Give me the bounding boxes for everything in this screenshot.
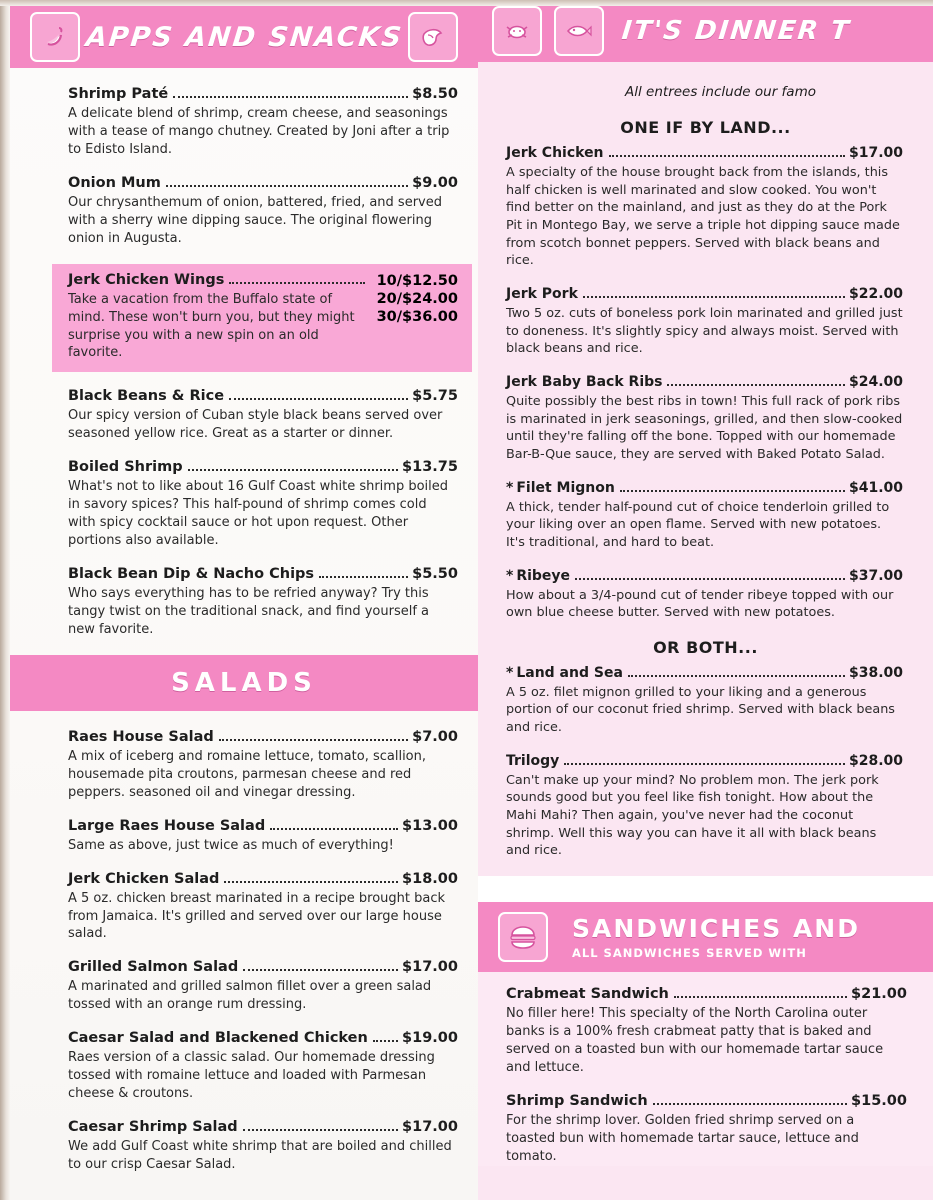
menu-item: [68, 959, 458, 1014]
menu-item: [68, 86, 458, 159]
item-price: $9.00: [412, 174, 458, 191]
item-name: Caesar Salad and Blackened Chicken: [68, 1030, 368, 1047]
leader-dots: [173, 95, 408, 98]
item-name: Black Beans & Rice: [68, 388, 225, 405]
item-price: $37.00: [848, 567, 903, 584]
menu-item: [506, 480, 903, 552]
menu-item: [68, 566, 458, 639]
menu-item: [68, 871, 458, 944]
item-name: Trilogy: [506, 752, 560, 769]
item-description: We add Gulf Coast white shrimp that are boiled and chilled to our crisp Caesar Salad.: [68, 1139, 452, 1172]
section-divider: [478, 876, 933, 902]
salads-items-list: [10, 711, 478, 1174]
menu-item-highlighted: [52, 264, 472, 373]
item-name: Shrimp Sandwich: [506, 1092, 648, 1109]
item-description: Quite possibly the best ribs in town! This full rack of pork ribs is marinated in jerk seasonings, grilled, and then slow-cooked until they're falling off the bone. Topped with our homemade Bar-B-Que sauce, they are served with Baked Potato Salad.: [506, 393, 903, 462]
menu-item: [68, 1119, 458, 1174]
apps-section-title: APPS AND SNACKS: [83, 21, 405, 53]
menu-item: [68, 175, 458, 248]
item-price: $38.00: [848, 664, 903, 681]
item-description: A thick, tender half-pound cut of choice tenderloin grilled to your liking over an open flame. Served with new potatoes. It's traditional, and hard to beat.: [506, 499, 890, 550]
menu-item: [506, 145, 903, 270]
item-name: Jerk Pork: [506, 285, 578, 302]
dinner-banner: [478, 0, 933, 62]
page-edge-shadow: [0, 0, 10, 1200]
item-price-tier-3: 30/$36.00: [376, 308, 458, 325]
item-description: How about a 3/4-pound cut of tender ribeye topped with our own blue cheese butter. Served with new potatoes.: [506, 587, 894, 621]
one-if-by-land-heading: ONE IF BY LAND...: [620, 118, 791, 137]
menu-item: [506, 753, 903, 860]
item-description: Our chrysanthemum of onion, battered, fried, and served with a sherry wine dipping sauce. The original flowering onion in Augusta.: [68, 194, 442, 246]
leader-dots: [575, 577, 845, 580]
item-description: Same as above, just twice as much of everything!: [68, 837, 394, 853]
leader-dots: [583, 295, 845, 298]
item-description: A specialty of the house brought back from the islands, this half chicken is well marinated and slow cooked. You won't find better on the mainland, and just as they do at the Pork Pit in Montego Bay, we serve a triple hot dipping sauce made from scotch bonnet peppers. Served with black beans and rice.: [506, 165, 900, 269]
item-price: $17.00: [402, 959, 458, 976]
item-description: For the shrimp lover. Golden fried shrimp served on a toasted bun with homemade tartar sauce, lettuce and tomato.: [506, 1112, 859, 1164]
leader-dots: [219, 738, 408, 741]
item-name: Large Raes House Salad: [68, 817, 266, 834]
item-name: Boiled Shrimp: [68, 459, 183, 476]
item-description: A delicate blend of shrimp, cream cheese, and seasonings with a tease of mango chutney. Created by Joni after a trip to Edisto Island.: [68, 106, 450, 157]
item-price: $24.00: [848, 373, 903, 390]
menu-item: [506, 1093, 907, 1166]
item-description: What's not to like about 16 Gulf Coast white shrimp boiled in savory spices? This half-pound of shrimp comes cold with spicy cocktail sauce or hot upon request. Other portions also available.: [68, 479, 449, 549]
item-description: A mix of iceberg and romaine lettuce, tomato, scallion, housemade pita croutons, parmesan cheese and red peppers. seasoned oil and vinegar dressing.: [68, 748, 427, 800]
item-description: A marinated and grilled salmon fillet over a green salad tossed with an orange rum dressing.: [68, 979, 432, 1013]
fish-icon: [554, 6, 604, 56]
leader-dots: [243, 968, 398, 971]
item-name: Jerk Chicken Wings: [68, 271, 225, 288]
burger-icon: [498, 912, 548, 962]
item-name: Shrimp Paté: [68, 86, 169, 102]
menu-item: [68, 1030, 458, 1103]
leader-dots: [373, 1039, 398, 1042]
item-name: Raes House Salad: [68, 728, 214, 745]
leader-dots: [620, 489, 845, 492]
item-price-tier-2: 20/$24.00: [376, 290, 458, 307]
leader-dots: [229, 281, 364, 284]
leader-dots: [564, 762, 845, 765]
left-column: [10, 6, 478, 1200]
menu-item: [506, 568, 903, 622]
asterisk-marker: *: [506, 664, 514, 681]
item-price: $28.00: [848, 752, 903, 769]
menu-item: [68, 459, 458, 550]
item-price: $7.00: [412, 728, 458, 745]
item-price: $13.75: [402, 459, 458, 476]
leader-dots: [224, 880, 398, 883]
menu-item: [68, 729, 458, 802]
leader-dots: [270, 827, 398, 830]
crab-icon: [492, 6, 542, 56]
apps-and-snacks-banner: [10, 6, 478, 68]
land-items-list: [478, 145, 933, 622]
leader-dots: [674, 995, 847, 998]
item-price: $5.50: [412, 566, 458, 582]
leader-dots: [319, 575, 408, 578]
menu-item: [506, 286, 903, 358]
item-description: A 5 oz. chicken breast marinated in a recipe brought back from Jamaica. It's grilled and served over our large house salad.: [68, 890, 445, 942]
entree-note: All entrees include our famo: [625, 84, 816, 100]
item-description: Who says everything has to be refried anyway? Try this tangy twist on the traditional snack, and find yourself a new favorite.: [68, 586, 430, 637]
leader-dots: [628, 674, 845, 677]
item-name: Ribeye: [516, 567, 571, 584]
page-top-edge: [0, 0, 933, 6]
item-price: $17.00: [848, 145, 903, 161]
asterisk-marker: *: [506, 567, 514, 584]
item-name: Jerk Chicken Salad: [68, 870, 220, 887]
item-description: Take a vacation from the Buffalo state of mind. These won't burn you, but they might surprise you with a new spin on an old favorite.: [68, 291, 355, 361]
right-column: [478, 0, 933, 1200]
item-price: $17.00: [402, 1119, 458, 1136]
item-description: Raes version of a classic salad. Our homemade dressing tossed with romaine lettuce and loaded with Parmesan cheese & croutons.: [68, 1050, 435, 1102]
item-price: $13.00: [402, 817, 458, 834]
item-price: $15.00: [851, 1092, 907, 1109]
leader-dots: [243, 1128, 398, 1131]
item-price-tier-1: 10/$12.50: [376, 272, 458, 289]
leader-dots: [609, 154, 845, 157]
item-name: Jerk Chicken: [506, 145, 604, 161]
or-both-heading: OR BOTH...: [653, 637, 758, 657]
item-name: Land and Sea: [516, 664, 623, 681]
sandwiches-banner: [478, 902, 933, 972]
item-price: $41.00: [848, 479, 903, 496]
item-description: Can't make up your mind? No problem mon. The jerk pork sounds good but you feel like fish tonight. How about the Mahi Mahi? Then again, you've never had the coconut shrimp. Well this way you can have it all with black beans and rice.: [506, 772, 879, 859]
sandwich-items-list: [478, 972, 933, 1166]
item-description: A 5 oz. filet mignon grilled to your liking and a generous portion of our coconut fried shrimp. Served with black beans and rice.: [506, 684, 895, 736]
menu-item: [68, 818, 458, 855]
item-price: $19.00: [402, 1030, 458, 1047]
shrimp-icon: [408, 12, 458, 62]
leader-dots: [667, 383, 845, 386]
salads-section-title: SALADS: [171, 667, 317, 698]
item-description: Our spicy version of Cuban style black beans served over seasoned yellow rice. Great as a starter or dinner.: [68, 408, 443, 442]
item-description: No filler here! This specialty of the North Carolina outer banks is a 100% fresh crabmeat patty that is baked and served on a toasted bun with our homemade tartar sauce and lettuce.: [506, 1006, 884, 1075]
item-name: Black Bean Dip & Nacho Chips: [68, 566, 315, 582]
item-name: Crabmeat Sandwich: [506, 986, 669, 1003]
item-price: $5.75: [412, 388, 458, 405]
item-description: Two 5 oz. cuts of boneless pork loin marinated and grilled just to doneness. It's slightly spicy and always moist. Served with black beans and rice.: [506, 305, 903, 357]
item-price: $18.00: [402, 870, 458, 887]
sandwiches-subtitle: ALL SANDWICHES SERVED WITH: [572, 946, 807, 961]
salads-banner: [10, 655, 478, 711]
both-items-list: [478, 665, 933, 860]
menu-item: [506, 665, 903, 737]
menu-item: [506, 374, 903, 464]
leader-dots: [229, 397, 408, 400]
apps-items-list: [10, 68, 478, 639]
leader-dots: [188, 468, 398, 471]
menu-item: [506, 986, 907, 1077]
leader-dots: [653, 1102, 847, 1105]
item-price: $21.00: [851, 986, 907, 1003]
item-name: Jerk Baby Back Ribs: [506, 373, 663, 390]
item-name: Onion Mum: [68, 174, 161, 191]
item-price: $8.50: [412, 86, 458, 102]
item-name: Grilled Salmon Salad: [68, 959, 239, 976]
sandwiches-section-title: SANDWICHES AND: [572, 914, 860, 944]
pepper-icon: [30, 12, 80, 62]
item-name: Caesar Shrimp Salad: [68, 1119, 238, 1136]
item-name: Filet Mignon: [516, 479, 615, 496]
dinner-section-title: IT'S DINNER T: [620, 16, 853, 46]
item-price: $22.00: [848, 285, 903, 302]
leader-dots: [166, 184, 408, 187]
asterisk-marker: *: [506, 479, 514, 496]
menu-item: [68, 388, 458, 443]
